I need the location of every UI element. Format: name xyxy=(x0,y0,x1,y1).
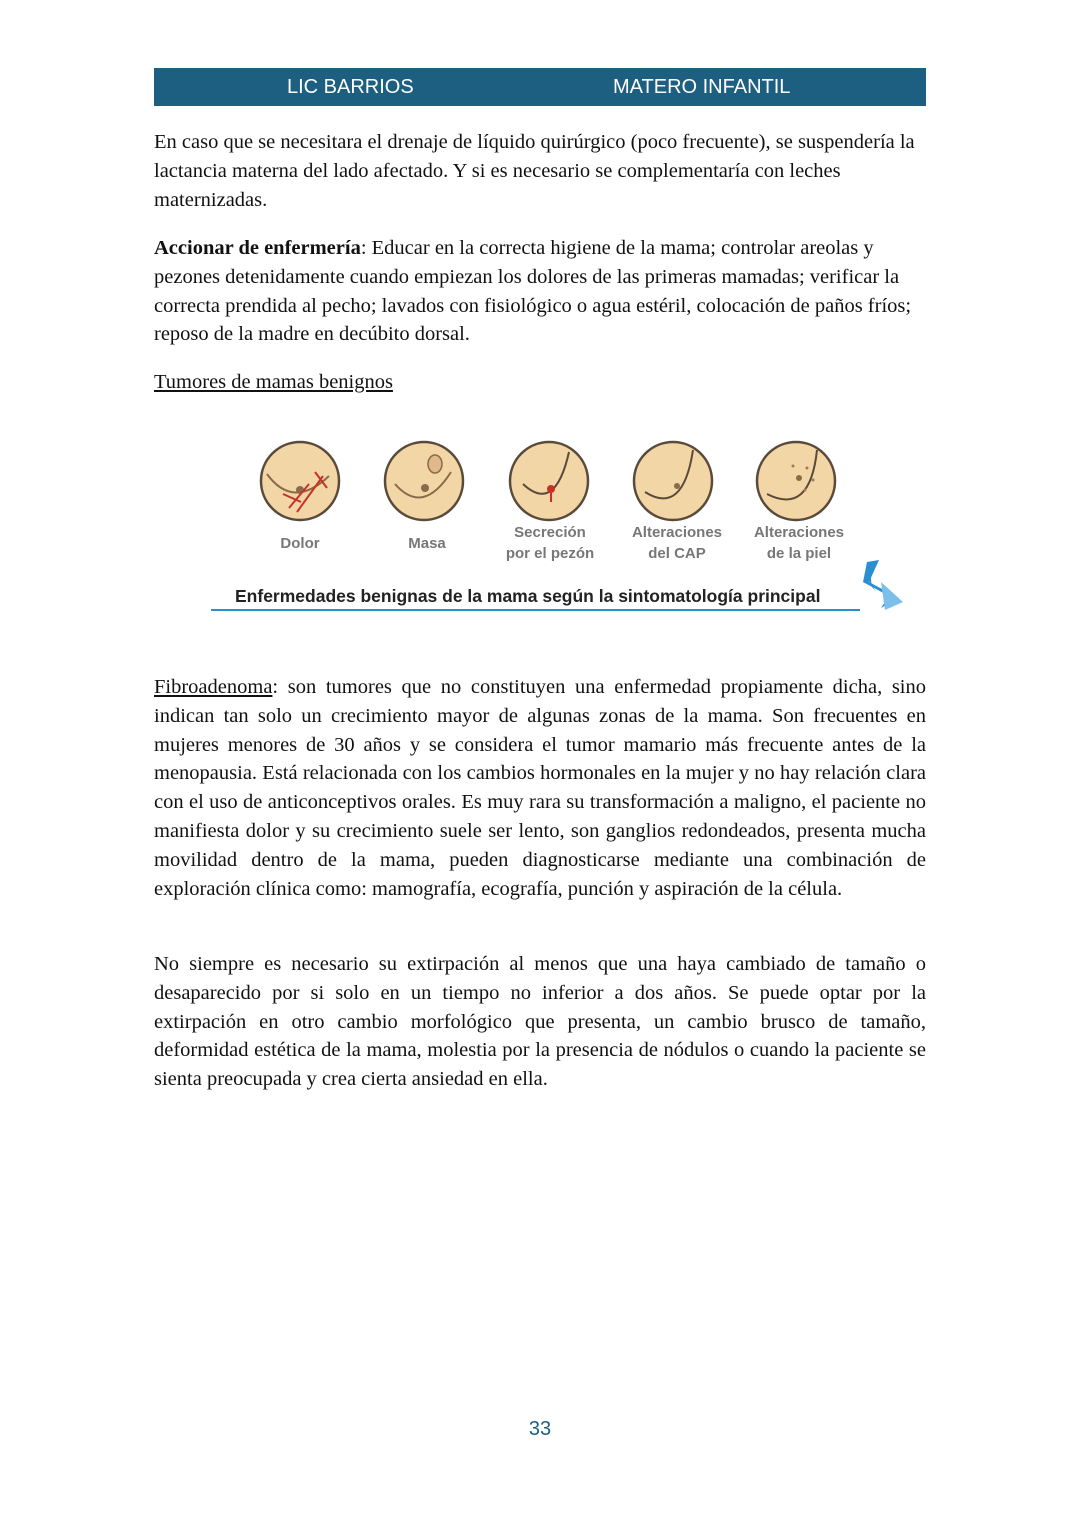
paragraph-nursing xyxy=(154,234,926,349)
label-cap-2: del CAP xyxy=(648,545,706,562)
label-dolor: Dolor xyxy=(280,535,320,552)
nipple-areola-changes-illustration xyxy=(634,442,712,520)
header-author: LIC BARRIOS xyxy=(287,76,414,98)
fibroadenoma-text: : son tumores que no constituyen una enfermedad propiamente dicha, sino indican tan solo un crecimiento mayor de algunas zonas de la mama. Son frecuentes en mujeres menores de 30 años y se considera el tumor mamario más frecuente antes de la menopausia. Está relacionada con los cambios hormonales en la mujer y no hay relación clara con el uso de anticonceptivos orales. Es muy rara su transformación a maligno, el paciente no manifiesta dolor y su crecimiento suele ser lento, son ganglios redondeados, presenta mucha movilidad dentro de la mama, pueden diagnosticarse mediante una combinación de exploración clínica como: mamografía, ecografía, punción y aspiración de la célula. xyxy=(154,676,926,900)
publisher-logo-icon xyxy=(863,560,903,610)
label-secrecion-1: Secreción xyxy=(514,524,586,541)
label-masa: Masa xyxy=(408,535,446,552)
paragraph-drainage: En caso que se necesitara el drenaje de líquido quirúrgico (poco frecuente), se suspendería la lactancia materna del lado afectado. Y si es necesario se complementaría con leches maternizadas. xyxy=(154,131,915,211)
nipple-discharge-illustration xyxy=(510,442,588,520)
breast-mass-illustration xyxy=(385,442,463,520)
fibroadenoma-term: Fibroadenoma xyxy=(154,676,273,698)
label-secrecion-2: por el pezón xyxy=(505,545,595,562)
page-number: 33 xyxy=(528,1418,552,1440)
section-subtitle: Tumores de mamas benignos xyxy=(154,371,393,393)
paragraph-extirpation: No siempre es necesario su extirpación al menos que una haya cambiado de tamaño o desaparecido por si solo en un tiempo no inferior a dos años. Se puede optar por la extirpación en otro cambio morfológico que presenta, un cambio brusco de tamaño, deformidad estética de la mama, molestia por la presencia de nódulos o cuando la paciente se sienta preocupada y crea cierta ansiedad en ella. xyxy=(154,953,926,1091)
label-piel-1: Alteraciones xyxy=(753,524,845,541)
breast-pain-illustration xyxy=(261,442,339,520)
nursing-text: : Educar en la correcta higiene de la mama; controlar areolas y pezones detenidamente cuando empiezan los dolores de las primeras mamadas; verificar la correcta prendida al pecho; lavados con fisiológico o agua estéril, colocación de paños fríos; reposo de la madre en decúbito dorsal. xyxy=(154,237,912,346)
page-header xyxy=(154,68,926,106)
header-subject: MATERO INFANTIL xyxy=(613,76,791,98)
label-piel-2: de la piel xyxy=(766,545,832,562)
label-cap-1: Alteraciones xyxy=(631,524,723,541)
paragraph-fibroadenoma xyxy=(154,673,926,903)
figure-caption: Enfermedades benignas de la mama según la sintomatología principal xyxy=(235,586,821,606)
nursing-label: Accionar de enfermería xyxy=(154,237,361,259)
benign-breast-diseases-figure xyxy=(205,432,910,618)
skin-changes-illustration xyxy=(757,442,835,520)
